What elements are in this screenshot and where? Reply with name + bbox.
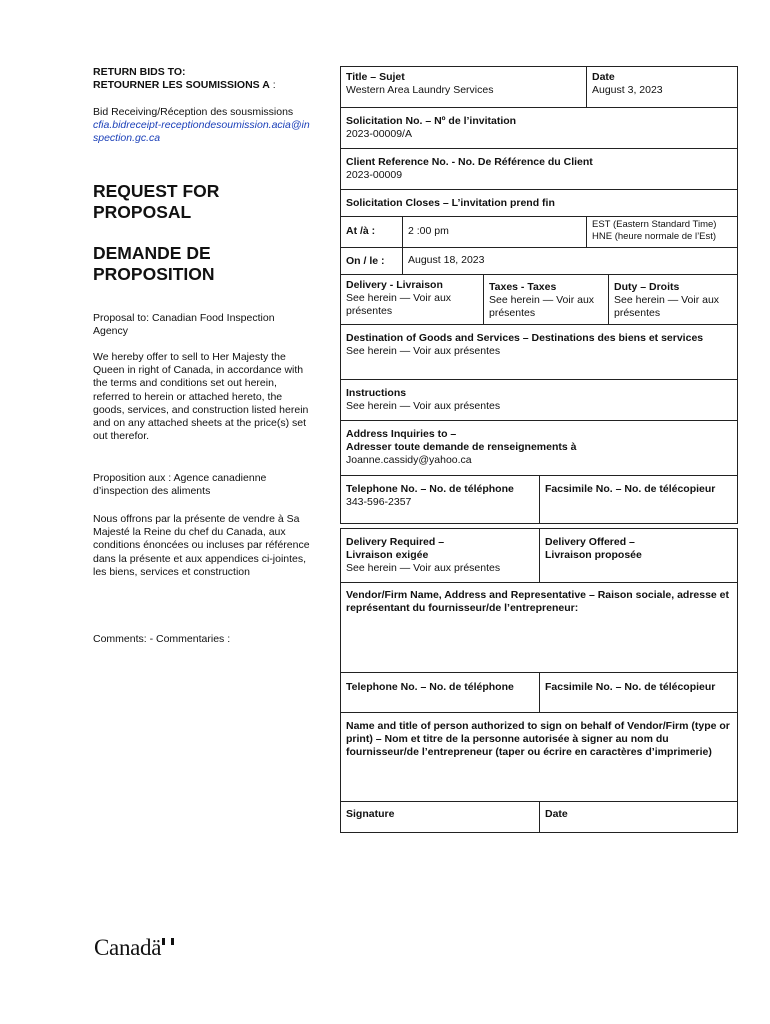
solicitation-label: Solicitation No. – Nº de l’invitation	[346, 115, 517, 127]
signature-cell[interactable]	[341, 802, 539, 833]
signature-row	[341, 801, 737, 833]
at-row	[341, 216, 737, 247]
destination-cell	[341, 325, 737, 379]
telephone-cell	[341, 476, 539, 524]
canada-flag-icon	[162, 938, 174, 945]
signature-label: Signature	[346, 808, 395, 820]
address-email: Joanne.cassidy@yahoo.ca	[346, 454, 472, 467]
delivery-taxes-duty-row	[341, 274, 737, 324]
at-label-cell	[341, 217, 402, 247]
client-ref-cell	[341, 149, 737, 189]
title-label: Title – Sujet	[346, 71, 405, 83]
demande-title-line1: DEMANDE DE	[93, 243, 211, 263]
duty-value: See herein — Voir aux présentes	[614, 294, 720, 320]
demande-title	[93, 243, 311, 285]
solicitation-form	[340, 66, 738, 524]
authorized-person-cell[interactable]	[341, 713, 737, 801]
on-label-cell	[341, 248, 402, 274]
fax-label: Facsimile No. – No. de télécopieur	[545, 483, 716, 495]
at-value: 2 :00 pm	[408, 225, 449, 237]
destination-value: See herein — Voir aux présentes	[346, 345, 501, 358]
date-label: Date	[592, 71, 615, 83]
solicitation-value: 2023-00009/A	[346, 128, 412, 141]
return-bids-heading-fr: RETOURNER LES SOUMISSIONS A :	[93, 79, 276, 92]
title-cell	[341, 67, 586, 107]
address-row	[341, 420, 737, 475]
delivery-required-value: See herein — Voir aux présentes	[346, 562, 501, 575]
duty-label: Duty – Droits	[614, 281, 680, 293]
offer-text-fr: Nous offrons par la présente de vendre à Sa Majesté la Reine du chef du Canada, aux conditions énoncées ou incluses par référence dans la présente et aux appendices ci-jointes, les biens, services et construction	[93, 513, 310, 578]
taxes-label: Taxes - Taxes	[489, 281, 557, 293]
title-row	[341, 67, 737, 107]
authorized-person-row	[341, 712, 737, 801]
delivery-required-cell	[341, 529, 539, 582]
rfp-title-line2: PROPOSAL	[93, 202, 192, 222]
address-cell	[341, 421, 737, 475]
duty-cell	[608, 275, 737, 324]
delivery-required-line2: Livraison exigée	[346, 549, 429, 562]
telephone-label: Telephone No. – No. de téléphone	[346, 483, 514, 495]
vendor-telephone-label: Telephone No. – No. de téléphone	[346, 681, 514, 693]
delivery-required-row	[341, 529, 737, 582]
canada-wordmark: Canadä	[94, 935, 162, 960]
timezone-line1: EST (Eastern Standard Time)	[592, 219, 717, 230]
signature-date-cell[interactable]	[539, 802, 737, 833]
on-value: August 18, 2023	[408, 254, 485, 266]
closes-row	[341, 189, 737, 216]
vendor-form	[340, 528, 738, 833]
delivery-required-line1: Delivery Required –	[346, 536, 445, 548]
destination-row	[341, 324, 737, 379]
solicitation-cell	[341, 108, 737, 148]
telephone-value: 343-596-2357	[346, 496, 412, 509]
rfp-title	[93, 181, 311, 223]
on-value-cell	[402, 248, 737, 274]
offer-text-en: We hereby offer to sell to Her Majesty the Queen in right of Canada, in accordance with the terms and conditions set out herein, referred to herein or attached hereto, the goods, services, and construction listed herein and on any attached sheets at the price(s) set out therefor.	[93, 351, 309, 443]
rfp-title-line1: REQUEST FOR	[93, 181, 220, 201]
bid-receiving-label: Bid Receiving/Réception des sousmissions	[93, 106, 294, 118]
at-label: At /à :	[346, 225, 376, 237]
taxes-cell	[483, 275, 608, 324]
client-ref-label: Client Reference No. - No. De Référence du Client	[346, 156, 593, 168]
delivery-offered-line1: Delivery Offered –	[545, 536, 635, 548]
vendor-telephone-cell[interactable]	[341, 673, 539, 712]
instructions-row	[341, 379, 737, 420]
taxes-value: See herein — Voir aux présentes	[489, 294, 595, 320]
client-ref-row	[341, 148, 737, 189]
on-label: On / le :	[346, 255, 385, 267]
vendor-telephone-fax-row	[341, 672, 737, 712]
instructions-cell	[341, 380, 737, 420]
closes-label: Solicitation Closes – L’invitation prend fin	[346, 197, 555, 209]
at-value-cell	[402, 217, 586, 247]
date-cell	[586, 67, 737, 107]
signature-date-label: Date	[545, 808, 568, 820]
delivery-value: See herein — Voir aux présentes	[346, 292, 452, 318]
proposition-aux: Proposition aux : Agence canadienne d’inspection des aliments	[93, 472, 267, 498]
vendor-cell[interactable]	[341, 583, 737, 672]
bid-receiving-email-link[interactable]: cfia.bidreceipt-receptiondesoumission.acia@inspection.gc.ca	[93, 119, 310, 145]
timezone-line2: HNE (heure normale de l’Est)	[592, 231, 717, 242]
solicitation-row	[341, 107, 737, 148]
delivery-cell	[341, 275, 483, 324]
address-label-line1: Address Inquiries to –	[346, 428, 457, 440]
timezone-cell	[586, 217, 737, 247]
on-row	[341, 247, 737, 274]
instructions-value: See herein — Voir aux présentes	[346, 400, 501, 413]
return-bids-heading: RETURN BIDS TO:	[93, 66, 186, 78]
closes-cell	[341, 190, 737, 216]
vendor-label: Vendor/Firm Name, Address and Representative – Raison sociale, adresse et représentant du fournisseur/de l’entrepreneur:	[346, 589, 730, 615]
title-value: Western Area Laundry Services	[346, 84, 494, 97]
delivery-offered-cell[interactable]	[539, 529, 737, 582]
address-label-line2: Adresser toute demande de renseignements à	[346, 441, 577, 454]
comments-label: Comments: - Commentaries :	[93, 633, 231, 645]
vendor-row	[341, 582, 737, 672]
demande-title-line2: PROPOSITION	[93, 264, 215, 284]
return-bids-block	[93, 66, 311, 92]
vendor-fax-cell[interactable]	[539, 673, 737, 712]
date-value: August 3, 2023	[592, 84, 663, 97]
delivery-label: Delivery - Livraison	[346, 279, 443, 291]
client-ref-value: 2023-00009	[346, 169, 403, 182]
proposal-to: Proposal to: Canadian Food Inspection Agency	[93, 312, 275, 338]
telephone-fax-row	[341, 475, 737, 524]
destination-label: Destination of Goods and Services – Destinations des biens et services	[346, 332, 704, 344]
instructions-label: Instructions	[346, 387, 407, 399]
bid-receiving-block	[93, 106, 311, 146]
authorized-person-label: Name and title of person authorized to sign on behalf of Vendor/Firm (type or print) – Nom et titre de la personne autorisée à signer au nom du fournisseur/de l’entrepreneur (taper ou écrire en caractères d’imprimerie)	[346, 720, 730, 759]
vendor-fax-label: Facsimile No. – No. de télécopieur	[545, 681, 716, 693]
delivery-offered-line2: Livraison proposée	[545, 549, 642, 562]
fax-cell	[539, 476, 737, 524]
